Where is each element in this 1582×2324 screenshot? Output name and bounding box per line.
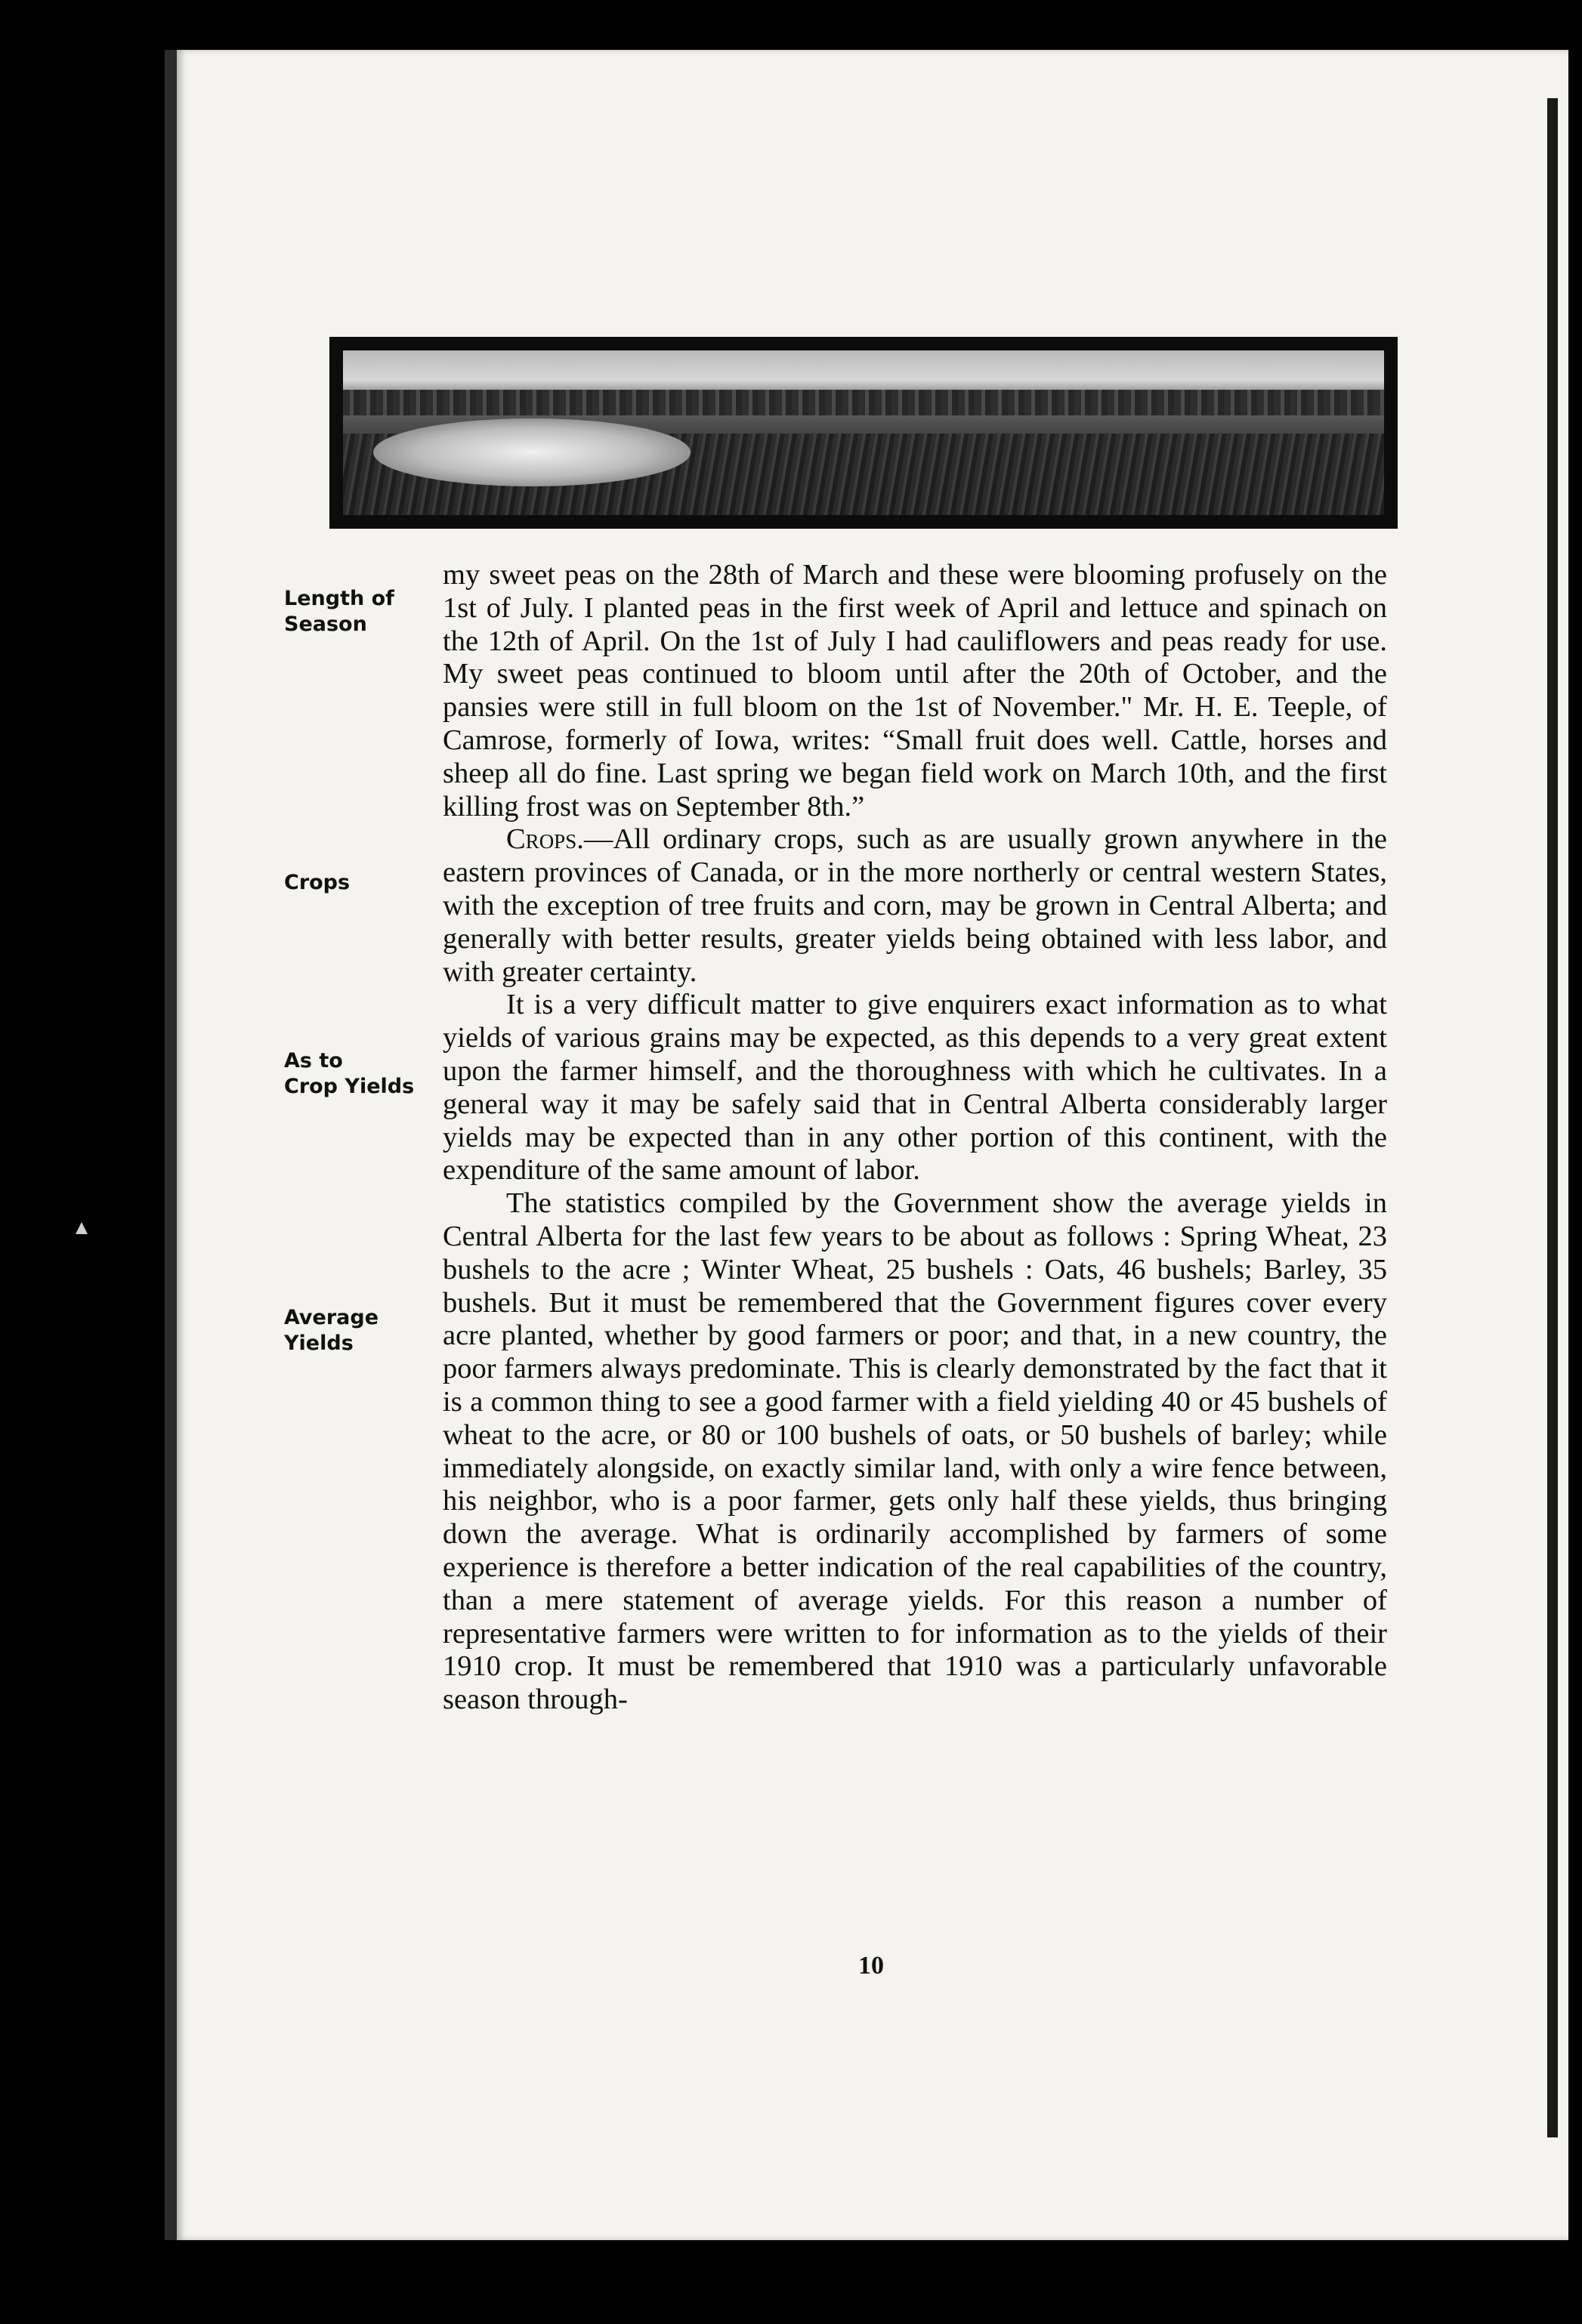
sidenote-as-to-crop-yields: As to Crop Yields (284, 1049, 415, 1098)
paragraph-crop-yields: It is a very difficult matter to give enquirers exact information as to what yields of various grains may be expected, as this depends to a very great extent upon the farmer himself, and the thoroughness with which he cultivates. In a general way it may be safely said that in Central Alberta considerably larger yields may be expected than in any other portion of this continent, with the expenditure of the same amount of labor. (443, 989, 1387, 1187)
spine-mark-icon (76, 1222, 88, 1234)
paragraph-average-yields: The statistics compiled by the Government show the average yields in Central Alberta for the last few years to be about as follows : Spring Wheat, 23 bushels to the acre ; Winter Wheat, 25 bushels : Oats, 46 bushels; Barley, 35 bushels. But it must be remembered that the Government figures cover every acre planted, whether by good farmers or poor; and that, in a new country, the poor farmers always predominate. This is clearly demonstrated by the fact that it is a common thing to see a good farmer with a field yielding 40 or 45 bushels of wheat to the acre, or 80 or 100 bushels of oats, or 50 bushels of barley; while immediately alongside, on exactly similar land, with only a wire fence between, his neighbor, who is a poor farmer, gets only half these yields, thus bringing down the average. What is ordinarily accomplished by farmers of some experience is therefore a better indication of the real capabilities of the country, than a mere statement of average yields. For this reason a number of representative farmers were written to for information as to the yields of their 1910 crop. It must be remembered that 1910 was a particularly unfavorable season through- (443, 1187, 1387, 1716)
paragraph-crops-lead: Crops. (506, 823, 584, 856)
paragraph-crops-text: —All ordinary crops, such as are usually grown anywhere in the eastern provinces of Canada, or in the more northerly or central western States, with the exception of tree fruits and corn, may be grown in Central Alberta; and generally with better results, greater yields being obtained with less labor, and with greater certainty. (443, 823, 1387, 988)
landscape-photo-frame (329, 337, 1398, 529)
photo-treeline (343, 390, 1384, 415)
photo-pond (373, 418, 691, 486)
sidenote-average-yields: Average Yields (284, 1306, 379, 1355)
paragraph-crops (443, 823, 1387, 989)
body-text (443, 559, 1387, 1717)
sidenote-crops: Crops (284, 871, 351, 894)
sidenote-length-of-season: Length of Season (284, 587, 394, 636)
paragraph-season: my sweet peas on the 28th of March and these were blooming profusely on the 1st of July. I planted peas in the first week of April and lettuce and spinach on the 12th of April. On the 1st of July I had cauliflowers and peas ready for use. My sweet peas continued to bloom until after the 20th of October, and the pansies were still in full bloom on the 1st of November." Mr. H. E. Teeple, of Camrose, formerly of Iowa, writes: “Small fruit does well. Cattle, horses and sheep all do fine. Last spring we began field work on March 10th, and the first killing frost was on September 8th.” (443, 559, 1387, 823)
page-gutter (1547, 98, 1558, 2137)
page-number: 10 (858, 1952, 884, 1980)
landscape-photo (343, 350, 1384, 515)
